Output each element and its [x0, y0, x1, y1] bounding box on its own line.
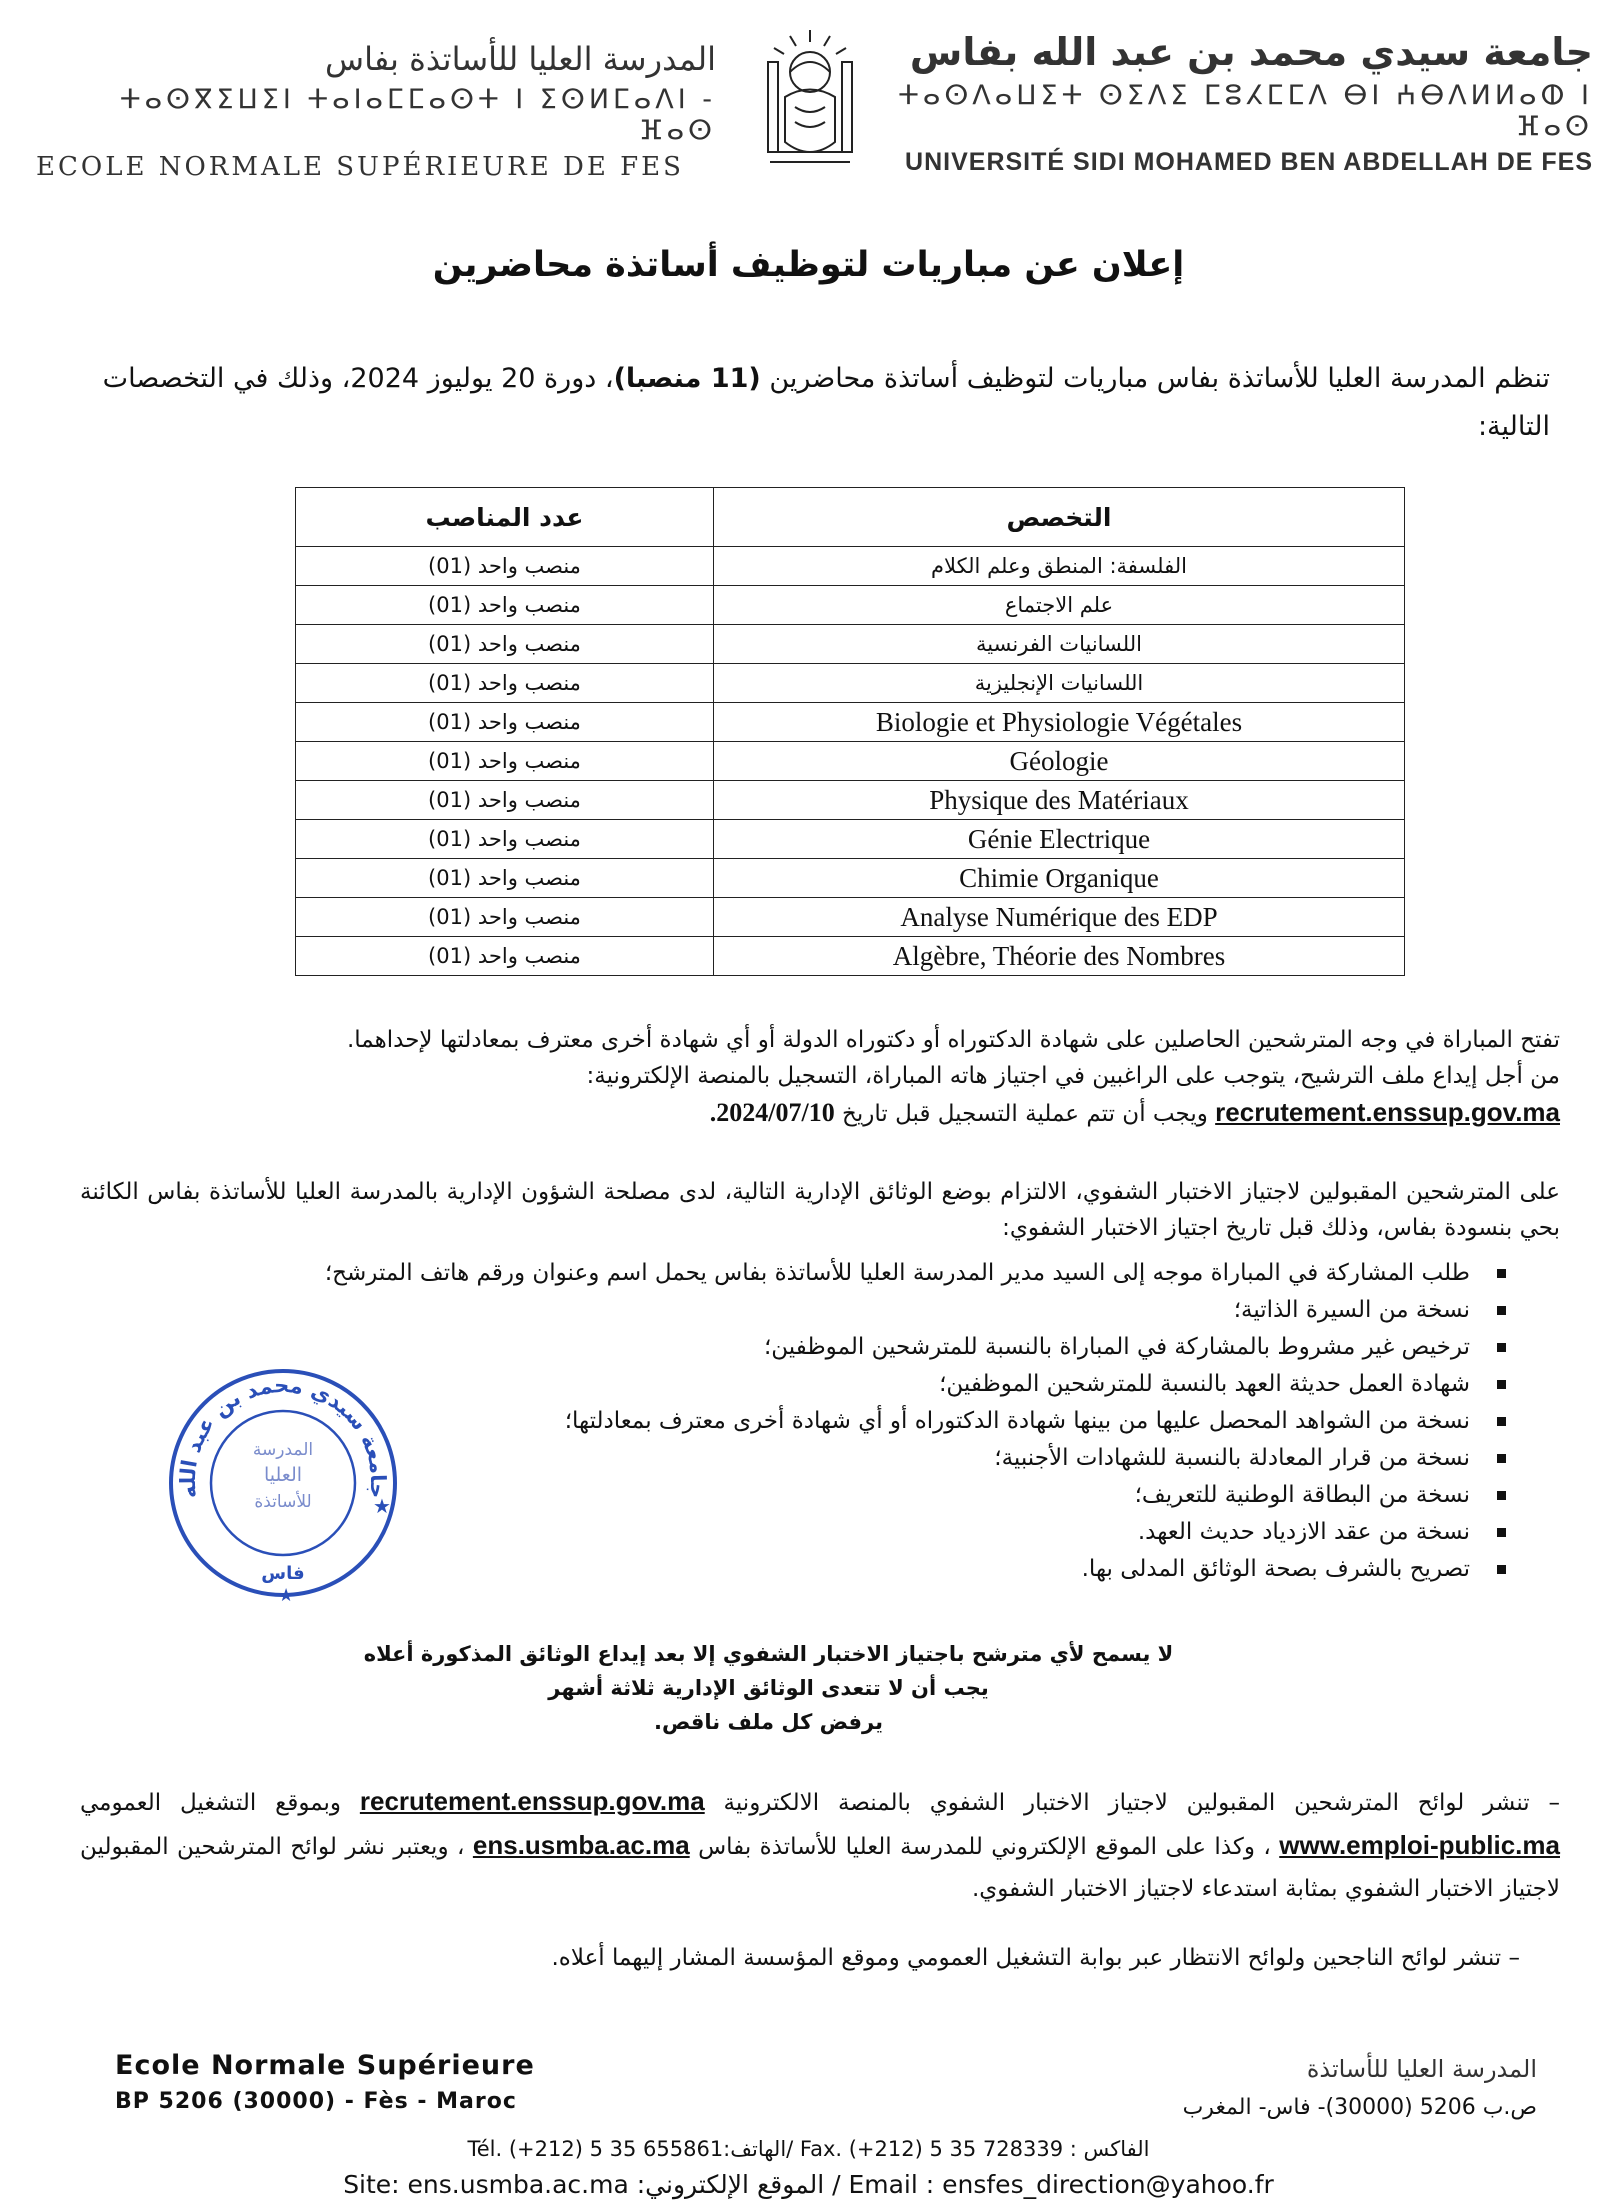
count-cell: منصب واحد (01): [296, 664, 714, 703]
school-name-french: ECOLE NORMALE SUPÉRIEURE DE FES: [36, 152, 684, 182]
table-row: [296, 781, 1405, 820]
eligibility-line-1: تفتح المباراة في وجه المترشحين الحاصلين على شهادة الدكتوراه أو دكتوراه الدولة أو أي شهادة أخرى معترف بمعادلتها لإحداهما.: [346, 1027, 1560, 1053]
publication-paragraph-2: – تنشر لوائح الناجحين ولوائح الانتظار عبر بوابة التشغيل العمومي وموقع المؤسسة المشار إليهما أعلاه.: [551, 1945, 1520, 1971]
count-cell: منصب واحد (01): [296, 898, 714, 937]
stamp-star-icon: ★: [373, 1494, 391, 1518]
university-name-french: UNIVERSITÉ SIDI MOHAMED BEN ABDELLAH DE FES: [905, 148, 1593, 176]
notice-line: لا يسمح لأي مترشح باجتياز الاختبار الشفوي إلا بعد إيداع الوثائق المذكورة أعلاه: [363, 1642, 1174, 1666]
column-header-count: عدد المناصب: [296, 488, 714, 547]
count-cell: منصب واحد (01): [296, 820, 714, 859]
specialty-cell: Algèbre, Théorie des Nombres: [714, 937, 1405, 976]
stamp-outer-text: جامعة سيدي محمد بن عبد الله: [175, 1373, 391, 1500]
count-cell: منصب واحد (01): [296, 547, 714, 586]
table-row: [296, 703, 1405, 742]
list-item: طلب المشاركة في المباراة موجه إلى السيد مدير المدرسة العليا للأساتذة بفاس يحمل اسم وعنوان ورقم هاتف المترشح؛: [200, 1255, 1470, 1292]
count-cell: منصب واحد (01): [296, 781, 714, 820]
count-cell: منصب واحد (01): [296, 937, 714, 976]
school-website-link[interactable]: ens.usmba.ac.ma: [472, 1830, 690, 1860]
intro-text-1: تنظم المدرسة العليا للأساتذة بفاس مباريات لتوظيف أساتذة محاضرين: [760, 363, 1550, 394]
positions-table: [295, 487, 1405, 976]
footer-address-french: [115, 2050, 535, 2114]
university-name-tifinagh: ⵜⴰⵙⴷⴰⵡⵉⵜ ⵙⵉⴷⵉ ⵎⵓⵃⵎⵎⴷ ⴱⵏ ⵄⴱⴷⵍⵍⴰⵀ ⵏ ⴼⴰⵙ: [898, 80, 1593, 142]
university-name-arabic: جامعة سيدي محمد بن عبد الله بفاس: [909, 30, 1593, 74]
table-header-row: [296, 488, 1405, 547]
university-emblem-icon: [750, 22, 870, 172]
specialty-cell: Chimie Organique: [714, 859, 1405, 898]
notice-line: يجب أن لا تتعدى الوثائق الإدارية ثلاثة أشهر: [548, 1676, 989, 1700]
table-row: [296, 898, 1405, 937]
list-item: نسخة من الشواهد المحصل عليها من بينها شهادة الدكتوراه أو أي شهادة أخرى معترف بمعادلتها؛: [200, 1403, 1470, 1440]
specialty-cell: Analyse Numérique des EDP: [714, 898, 1405, 937]
specialty-cell: اللسانيات الفرنسية: [714, 625, 1405, 664]
eligibility-line-2: من أجل إيداع ملف الترشيح، يتوجب على الراغبين في اجتياز هاته المباراة، التسجيل بالمنصة الإلكترونية:: [586, 1063, 1560, 1089]
stamp-inner-1: المدرسة: [252, 1440, 314, 1460]
posts-count: (11 منصبا): [613, 363, 761, 394]
emploi-public-link[interactable]: www.emploi-public.ma: [1279, 1830, 1560, 1860]
list-item: نسخة من السيرة الذاتية؛: [200, 1292, 1470, 1329]
specialty-cell: الفلسفة: المنطق وعلم الكلام: [714, 547, 1405, 586]
publication-paragraph-1: [80, 1780, 1560, 1910]
table-row: [296, 547, 1405, 586]
platform-link[interactable]: recrutement.enssup.gov.ma: [1215, 1097, 1560, 1127]
eligibility-paragraph: [80, 1022, 1560, 1132]
list-item: ترخيص غير مشروط بالمشاركة في المباراة بالنسبة للمترشحين الموظفين؛: [200, 1329, 1470, 1366]
footer-address-arabic-text: ص.ب 5206 (30000)- فاس- المغرب: [1182, 2095, 1537, 2120]
count-cell: منصب واحد (01): [296, 625, 714, 664]
school-name-tifinagh: ⵜⴰⵙⴳⵉⵡⵉⵏ ⵜⴰⵏⴰⵎⵎⴰⵙⵜ ⵏ ⵉⵙⵍⵎⴰⴷⵏ - ⴼⴰⵙ: [119, 84, 716, 146]
table-row: [296, 664, 1405, 703]
count-cell: منصب واحد (01): [296, 586, 714, 625]
count-cell: منصب واحد (01): [296, 703, 714, 742]
publication-text: – تنشر لوائح المترشحين المقبولين لاجتياز الاختبار الشفوي بالمنصة الالكترونية: [704, 1790, 1560, 1816]
specialty-cell: علم الاجتماع: [714, 586, 1405, 625]
count-cell: منصب واحد (01): [296, 742, 714, 781]
eligibility-line-3: [80, 1094, 1560, 1132]
table-row: [296, 937, 1405, 976]
table-row: [296, 859, 1405, 898]
stamp-inner-2: العليا: [263, 1464, 303, 1486]
column-header-specialty: التخصص: [714, 488, 1405, 547]
stamp-star-icon: ★: [278, 1585, 295, 1603]
table-row: [296, 742, 1405, 781]
intro-paragraph: [90, 355, 1550, 451]
specialty-cell: Génie Electrique: [714, 820, 1405, 859]
specialty-cell: Physique des Matériaux: [714, 781, 1405, 820]
school-header: [36, 40, 716, 182]
stamp-inner-4: فاس: [261, 1563, 305, 1584]
stamp-inner-3: للأساتذة: [254, 1492, 312, 1512]
table-row: [296, 586, 1405, 625]
official-stamp: [163, 1363, 403, 1603]
important-notice: [0, 1637, 1617, 1739]
list-item: شهادة العمل حديثة العهد بالنسبة للمترشحين الموظفين؛: [200, 1366, 1470, 1403]
platform-link[interactable]: recrutement.enssup.gov.ma: [359, 1786, 705, 1816]
publication-text: ، ويعتبر نشر لوائح المترشحين المقبولين لاجتياز الاختبار الشفوي بمثابة استدعاء لاجتياز الاختبار الشفوي.: [80, 1834, 1560, 1902]
list-item: تصريح بالشرف بصحة الوثائق المدلى بها.: [200, 1551, 1470, 1588]
intro-text-2: ، دورة 20 يوليوز 2024، وذلك في التخصصات التالية:: [102, 363, 1550, 442]
deadline-text: ويجب أن تتم عملية التسجيل قبل تاريخ: [834, 1101, 1216, 1127]
notice-line: يرفض كل ملف ناقص.: [654, 1710, 883, 1734]
deadline-date: 2024/07/10.: [709, 1098, 835, 1127]
documents-intro: على المترشحين المقبولين لاجتياز الاختبار الشفوي، الالتزام بوضع الوثائق الإدارية التالية، لدى مصلحة الشؤون الإدارية بالمدرسة العليا للأساتذة بفاس الكائنة بحي بنسودة بفاس، وذلك قبل تاريخ اجتياز الاختبار الشفوي:: [80, 1179, 1560, 1241]
footer-address: BP 5206 (30000) - Fès - Maroc: [115, 2089, 517, 2114]
specialty-cell: اللسانيات الإنجليزية: [714, 664, 1405, 703]
footer-address-arabic: [1183, 2055, 1537, 2120]
specialty-cell: Géologie: [714, 742, 1405, 781]
specialty-cell: Biologie et Physiologie Végétales: [714, 703, 1405, 742]
footer-school-name-arabic: المدرسة العليا للأساتذة: [1306, 2055, 1537, 2083]
list-item: نسخة من قرار المعادلة بالنسبة للشهادات الأجنبية؛: [200, 1440, 1470, 1477]
page-title: إعلان عن مباريات لتوظيف أساتذة محاضرين: [432, 245, 1185, 285]
footer-school-name: Ecole Normale Supérieure: [115, 2050, 535, 2081]
footer-phone-fax: Tél. (+212) 5 35 655861:الهاتف/ Fax. (+212) 5 35 728339 : الفاكس: [467, 2137, 1150, 2161]
table-row: [296, 625, 1405, 664]
publication-text: ، وكذا على الموقع الإلكتروني للمدرسة العليا للأساتذة بفاس: [689, 1834, 1280, 1860]
school-name-arabic: المدرسة العليا للأساتذة بفاس: [325, 40, 716, 78]
table-row: [296, 820, 1405, 859]
list-item: نسخة من البطاقة الوطنية للتعريف؛: [200, 1477, 1470, 1514]
count-cell: منصب واحد (01): [296, 859, 714, 898]
footer-site-email: Site: ens.usmba.ac.ma :الموقع الإلكتروني / Email : ensfes_direction@yahoo.fr: [343, 2170, 1274, 2199]
publication-text: وبموقع التشغيل العمومي: [80, 1790, 360, 1816]
university-header: [853, 30, 1593, 177]
list-item: نسخة من عقد الازدياد حديث العهد.: [200, 1514, 1470, 1551]
